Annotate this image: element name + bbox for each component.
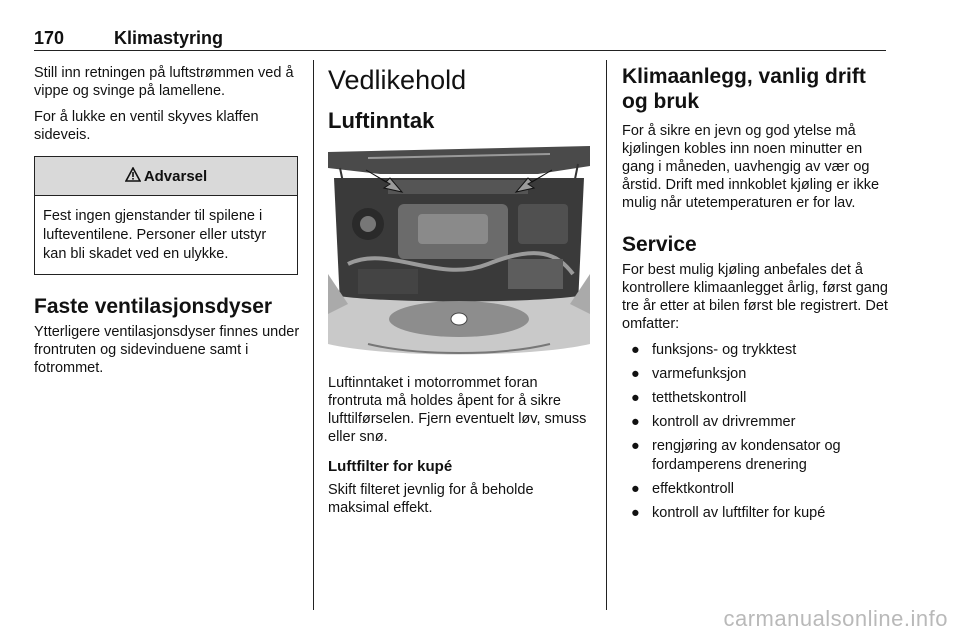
list-item: ● kontroll av drivremmer: [631, 414, 796, 430]
bullet-icon: ●: [631, 414, 640, 430]
list-item: ● kontroll av luftfilter for kupé: [631, 505, 826, 521]
bullet-icon: ●: [631, 505, 640, 521]
heading-air-intake: Luftinntak: [328, 108, 435, 133]
chapter-title: Klimastyring: [114, 28, 224, 48]
heading-cabin-filter: Luftfilter for kupé: [328, 458, 453, 475]
warning-header: [35, 157, 297, 196]
paragraph-close-vent: For å lukke en ventil skyves klaffen sideveis.: [34, 109, 259, 143]
engine-bay-photo: [328, 144, 590, 364]
paragraph-fixed-vents: Ytterligere ventilasjonsdyser finnes under frontruten og sidevinduene samt i fotrommet.: [34, 324, 300, 376]
column-3: [622, 64, 888, 528]
paragraph-ac-operation: For å sikre en jevn og god ytelse må kjølingen kobles inn noen minutter en gang i måneden, uavhengig av vær og årstid. Drift med innkoblet kjøling er ikke mulig når utetemperaturen er for lav.: [622, 123, 880, 211]
paragraph-cabin-filter: Skift filteret jevnlig for å beholde maksimal effekt.: [328, 482, 534, 516]
list-item: ● tetthetskontroll: [631, 390, 747, 406]
heading-service: Service: [622, 233, 697, 256]
list-item: ● varmefunksjon: [631, 366, 747, 382]
bullet-icon: ●: [631, 366, 640, 382]
list-item: ● funksjons- og trykktest: [631, 342, 797, 358]
section-title-maintenance: Vedlikehold: [328, 65, 467, 95]
column-2: [328, 64, 590, 525]
column-divider-2: [606, 60, 607, 610]
heading-fixed-vents: Faste ventilasjonsdyser: [34, 295, 273, 318]
warning-title: Advarsel: [143, 167, 208, 185]
page-number: 170: [34, 28, 65, 48]
paragraph-service: For best mulig kjøling anbefales det å kontrollere klimaanlegget årlig, først gang tre år etter at bilen først ble registrert. Det omfatter:: [622, 262, 888, 332]
list-item: ● rengjøring av kondensator og fordamperens drenering: [631, 438, 841, 473]
bullet-icon: ●: [631, 438, 640, 454]
page-header: [34, 28, 886, 50]
watermark: carmanualsonline.info: [723, 606, 948, 631]
bullet-icon: ●: [631, 481, 640, 497]
heading-ac-operation: Klimaanlegg, vanlig drift og bruk: [622, 65, 866, 113]
column-1: [34, 64, 300, 385]
list-item: ● effektkontroll: [631, 481, 734, 497]
bullet-icon: ●: [631, 342, 640, 358]
column-divider-1: [313, 60, 314, 610]
paragraph-airflow-direction: Still inn retningen på luftstrømmen ved å vippe og svinge på lamellene.: [34, 65, 294, 99]
warning-text: Fest ingen gjenstander til spilene i lufteventilene. Personer eller utstyr kan bli skadet ved en ulykke.: [43, 208, 267, 262]
service-list: [622, 341, 888, 523]
warning-box: [34, 156, 298, 275]
warning-icon: [125, 167, 141, 186]
paragraph-air-intake: Luftinntaket i motorrommet foran frontruta må holdes åpent for å sikre lufttilførselen. Fjern eventuelt løv, smuss eller snø.: [328, 375, 587, 445]
header-divider: [34, 50, 886, 51]
bullet-icon: ●: [631, 390, 640, 406]
